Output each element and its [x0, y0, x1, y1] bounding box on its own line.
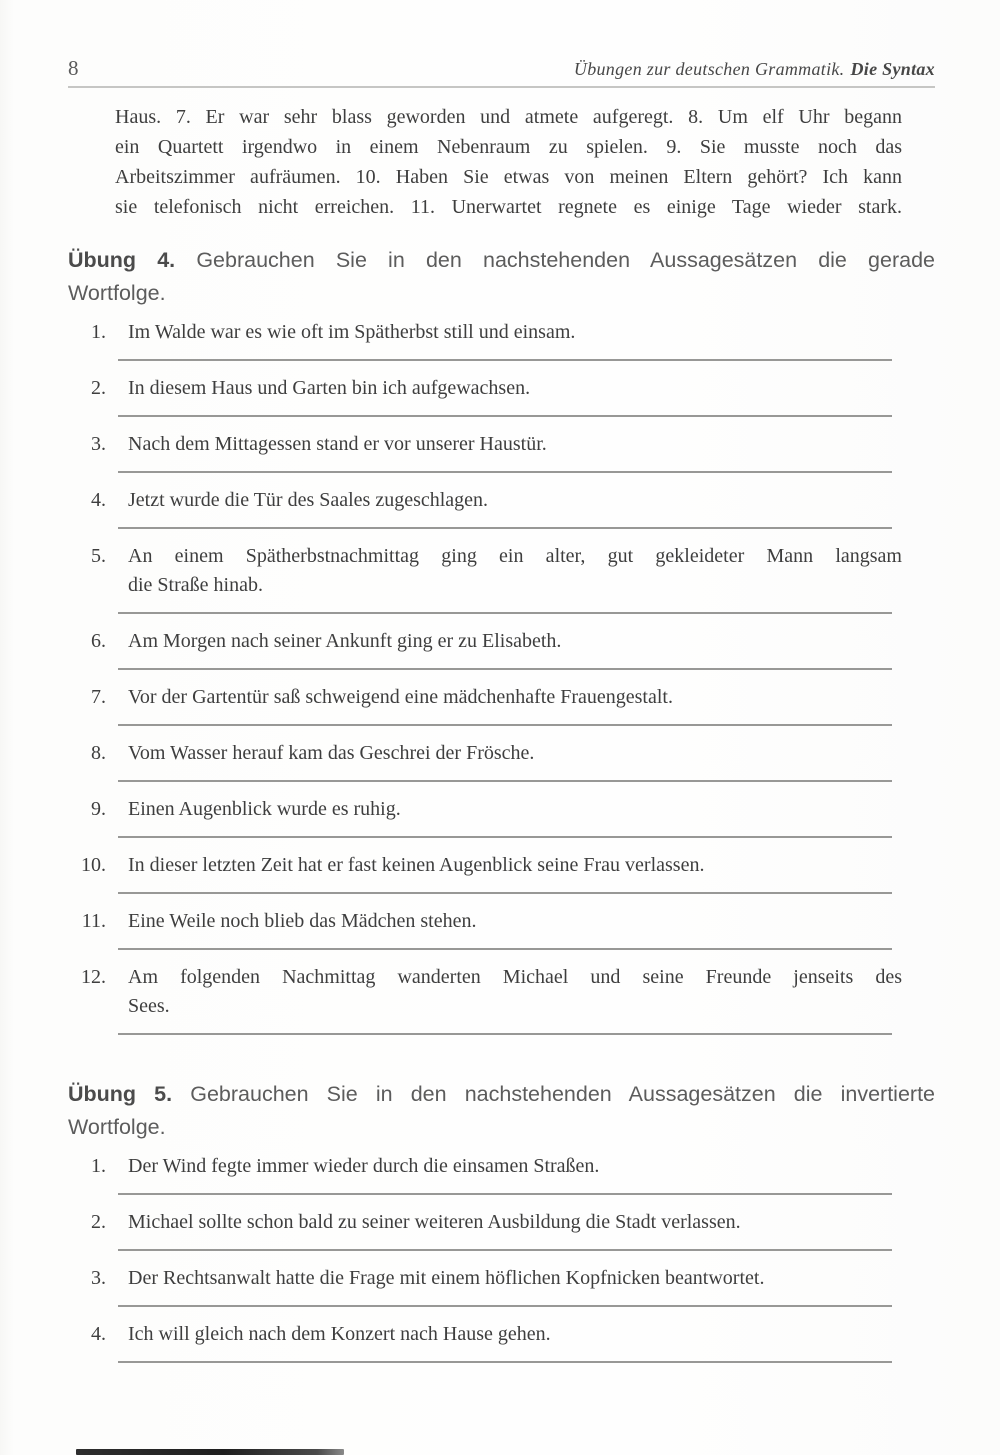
exercise-item — [68, 1264, 935, 1320]
item-sentence — [128, 1320, 902, 1349]
answer-blank-line — [118, 527, 892, 529]
exercise-item — [68, 627, 935, 683]
exercise-heading — [68, 1078, 935, 1144]
item-number: 4. — [91, 1323, 106, 1345]
item-sentence — [128, 1152, 902, 1181]
exercise-item — [68, 795, 935, 851]
item-body — [128, 963, 902, 1048]
item-sentence — [128, 374, 902, 403]
answer-blank-line — [118, 668, 892, 670]
header-rule — [68, 86, 935, 88]
answer-blank-line — [118, 836, 892, 838]
paragraph-line: sie telefonisch nicht erreichen. 11. Unerwartet regnete es einige Tage wieder stark. — [115, 196, 902, 218]
sentence-line: In dieser letzten Zeit hat er fast keinen Augenblick seine Frau verlassen. — [128, 854, 705, 876]
answer-blank-line — [118, 948, 892, 950]
exercise-item — [68, 1320, 935, 1376]
sentence-line: Im Walde war es wie oft im Spätherbst still und einsam. — [128, 321, 576, 343]
sentence-line: die Straße hinab. — [128, 574, 263, 596]
exercise-instruction: Gebrauchen Sie in den nachstehenden Aussagesätzen die invertierte — [190, 1082, 935, 1106]
answer-blank-line — [118, 892, 892, 894]
exercise-heading-line — [68, 244, 935, 277]
item-body — [128, 907, 902, 963]
item-sentence — [128, 1264, 902, 1293]
item-sentence — [128, 542, 902, 600]
sentence-line: Der Rechtsanwalt hatte die Frage mit einem höflichen Kopfnicken beantwortet. — [128, 1267, 765, 1289]
answer-blank-line — [118, 724, 892, 726]
item-number: 6. — [91, 630, 106, 652]
exercise-item — [68, 1152, 935, 1208]
item-body — [128, 795, 902, 851]
item-number: 2. — [91, 1211, 106, 1233]
running-title-italic: Übungen zur deutschen Grammatik. — [573, 59, 845, 79]
item-number: 11. — [81, 910, 106, 932]
item-body — [128, 683, 902, 739]
exercise-item — [68, 963, 935, 1048]
item-number: 10. — [81, 854, 106, 876]
exercise-item — [68, 683, 935, 739]
item-number: 4. — [91, 489, 106, 511]
item-sentence — [128, 683, 902, 712]
item-number: 7. — [91, 686, 106, 708]
item-sentence — [128, 318, 902, 347]
exercise-item — [68, 907, 935, 963]
answer-blank-line — [118, 612, 892, 614]
running-title-bold: Die Syntax — [850, 59, 935, 79]
item-number: 9. — [91, 798, 106, 820]
item-body — [128, 1208, 902, 1264]
answer-blank-line — [118, 1305, 892, 1307]
item-body — [128, 486, 902, 542]
item-number: 8. — [91, 742, 106, 764]
exercise-item — [68, 486, 935, 542]
exercise-item — [68, 542, 935, 627]
sentence-line: Einen Augenblick wurde es ruhig. — [128, 798, 401, 820]
item-body — [128, 851, 902, 907]
exercise-item — [68, 318, 935, 374]
item-sentence — [128, 430, 902, 459]
answer-blank-line — [118, 415, 892, 417]
item-sentence — [128, 907, 902, 936]
intro-paragraph — [115, 102, 902, 222]
sentence-line: Eine Weile noch blieb das Mädchen stehen. — [128, 910, 477, 932]
item-body — [128, 542, 902, 627]
sentence-line: Michael sollte schon bald zu seiner weiteren Ausbildung die Stadt verlassen. — [128, 1211, 741, 1233]
item-sentence — [128, 795, 902, 824]
sentence-line: Vor der Gartentür saß schweigend eine mädchenhafte Frauengestalt. — [128, 686, 673, 708]
exercise-item — [68, 1208, 935, 1264]
sentence-line: Nach dem Mittagessen stand er vor unserer Haustür. — [128, 433, 547, 455]
sentence-line: In diesem Haus und Garten bin ich aufgewachsen. — [128, 377, 531, 399]
sentence-line: Am Morgen nach seiner Ankunft ging er zu Elisabeth. — [128, 630, 562, 652]
answer-blank-line — [118, 1193, 892, 1195]
exercise-heading — [68, 244, 935, 310]
paragraph-line: ein Quartett irgendwo in einem Nebenraum zu spielen. 9. Sie musste noch das — [115, 136, 902, 158]
item-body — [128, 318, 902, 374]
exercise-item-list — [68, 1152, 935, 1376]
item-number: 1. — [91, 1155, 106, 1177]
paragraph-line: Arbeitszimmer aufräumen. 10. Haben Sie etwas von meinen Eltern gehört? Ich kann — [115, 166, 902, 188]
scan-artifact — [76, 1449, 344, 1455]
item-body — [128, 430, 902, 486]
item-number: 5. — [91, 545, 106, 567]
sentence-line: An einem Spätherbstnachmittag ging ein alter, gut gekleideter Mann langsam — [128, 545, 902, 567]
item-sentence — [128, 627, 902, 656]
answer-blank-line — [118, 780, 892, 782]
page-number: 8 — [68, 56, 79, 80]
item-sentence — [128, 851, 902, 880]
sentence-line: Ich will gleich nach dem Konzert nach Hause gehen. — [128, 1323, 551, 1345]
item-body — [128, 1320, 902, 1376]
sentence-line: Der Wind fegte immer wieder durch die einsamen Straßen. — [128, 1155, 600, 1177]
answer-blank-line — [118, 1033, 892, 1035]
sentence-line: Vom Wasser herauf kam das Geschrei der Frösche. — [128, 742, 535, 764]
answer-blank-line — [118, 359, 892, 361]
answer-blank-line — [118, 1361, 892, 1363]
item-sentence — [128, 486, 902, 515]
exercise-heading-line: Wortfolge. — [68, 1115, 166, 1139]
sentence-line: Sees. — [128, 995, 170, 1017]
item-number: 12. — [81, 966, 106, 988]
item-number: 3. — [91, 1267, 106, 1289]
exercise-item — [68, 851, 935, 907]
exercise-item — [68, 739, 935, 795]
item-number: 2. — [91, 377, 106, 399]
item-sentence — [128, 1208, 902, 1237]
exercise-item — [68, 430, 935, 486]
item-sentence — [128, 739, 902, 768]
exercise-label: Übung 4. — [68, 248, 176, 272]
item-body — [128, 627, 902, 683]
item-sentence — [128, 963, 902, 1021]
running-header — [68, 56, 935, 81]
answer-blank-line — [118, 471, 892, 473]
running-title — [574, 59, 935, 80]
exercise-item — [68, 374, 935, 430]
item-number: 1. — [91, 321, 106, 343]
item-body — [128, 374, 902, 430]
item-body — [128, 739, 902, 795]
exercise-label: Übung 5. — [68, 1082, 173, 1106]
exercise-4-section — [68, 244, 935, 1048]
sentence-line: Am folgenden Nachmittag wanderten Michael und seine Freunde jenseits des — [128, 966, 902, 988]
exercise-heading-line — [68, 1078, 935, 1111]
paragraph-line: Haus. 7. Er war sehr blass geworden und atmete aufgeregt. 8. Um elf Uhr begann — [115, 106, 902, 128]
sentence-line: Jetzt wurde die Tür des Saales zugeschlagen. — [128, 489, 489, 511]
item-number: 3. — [91, 433, 106, 455]
exercise-instruction: Gebrauchen Sie in den nachstehenden Aussagesätzen die gerade — [196, 248, 935, 272]
exercise-item-list — [68, 318, 935, 1048]
answer-blank-line — [118, 1249, 892, 1251]
item-body — [128, 1264, 902, 1320]
exercise-5-section — [68, 1078, 935, 1376]
item-body — [128, 1152, 902, 1208]
exercise-heading-line: Wortfolge. — [68, 281, 166, 305]
